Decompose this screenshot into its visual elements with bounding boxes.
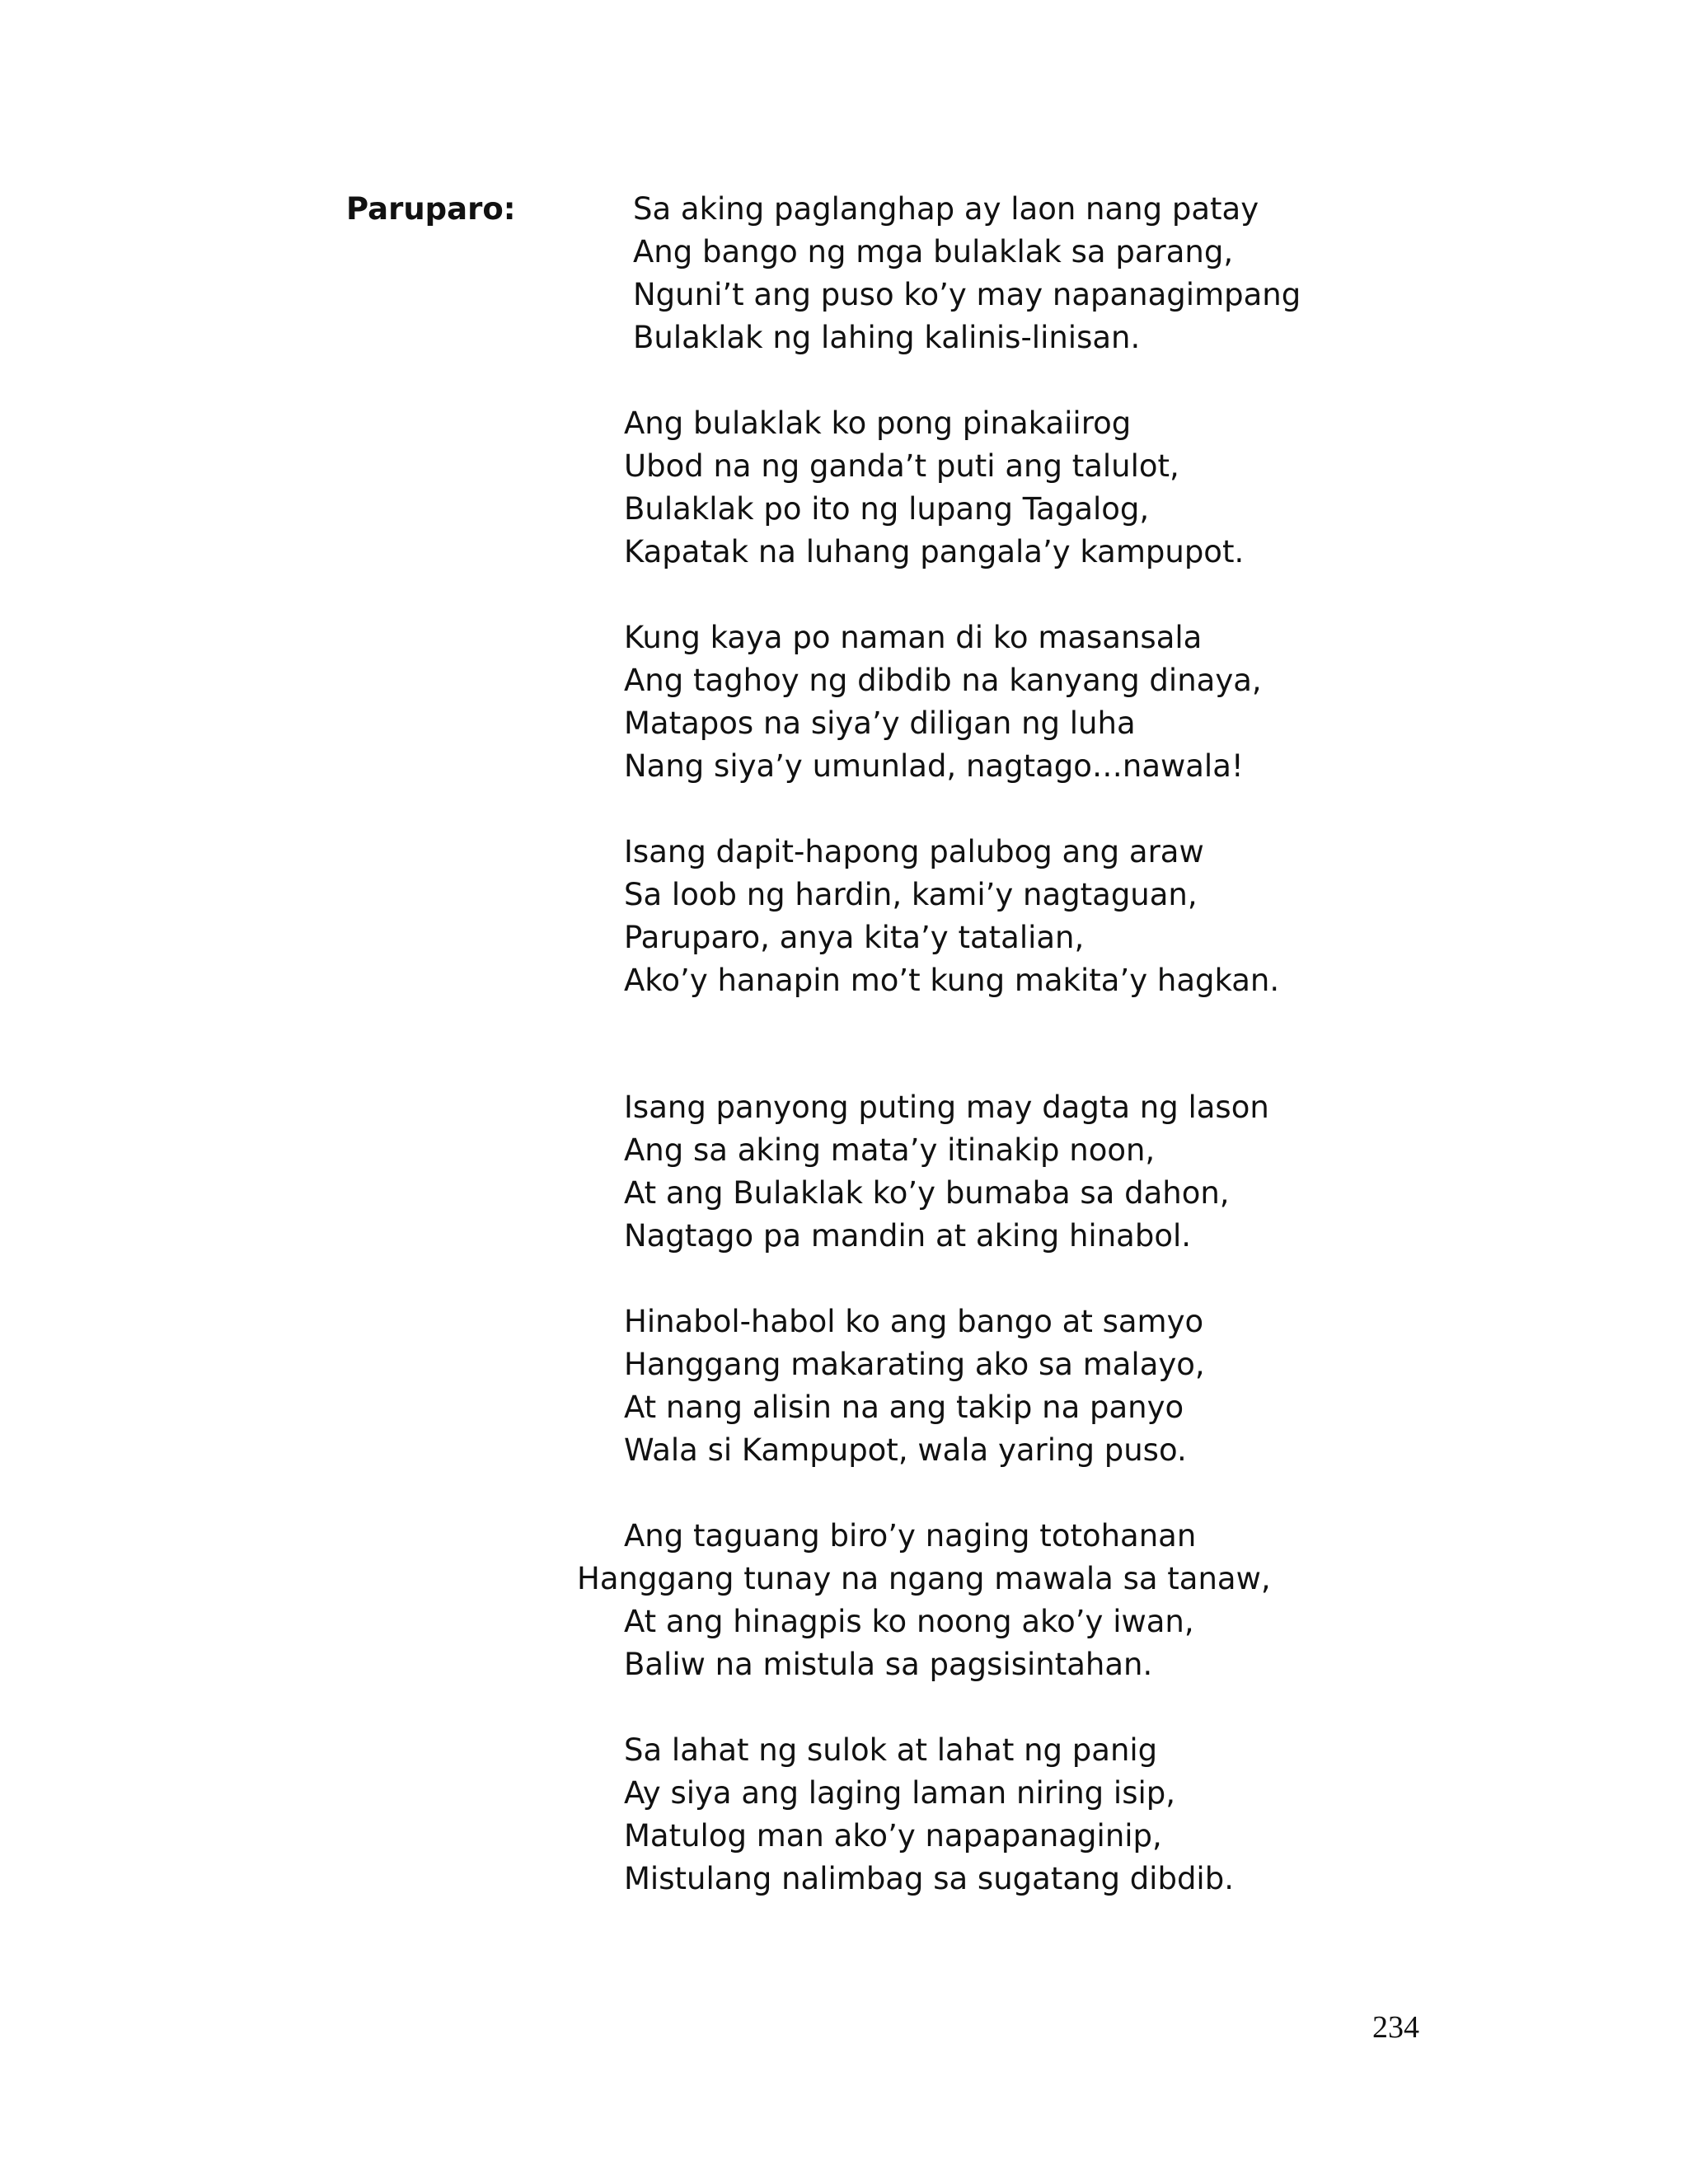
poem-line: Kapatak na luhang pangala’y kampupot. (624, 534, 1245, 569)
poem-line: Hanggang tunay na ngang mawala sa tanaw, (577, 1561, 1271, 1596)
poem-line: Wala si Kampupot, wala yaring puso. (624, 1432, 1187, 1468)
poem-line: Sa aking paglanghap ay laon nang patay (633, 191, 1259, 227)
poem-line: At ang Bulaklak ko’y bumaba sa dahon, (624, 1175, 1230, 1211)
poem-line: Nguni’t ang puso ko’y may napanagimpang (633, 277, 1301, 312)
poem-line: Ang sa aking mata’y itinakip noon, (624, 1132, 1156, 1168)
poem-line: Ubod na ng ganda’t puti ang talulot, (624, 448, 1179, 484)
poem-line: Ang bulaklak ko pong pinakaiirog (624, 405, 1132, 441)
poem-line: Bulaklak po ito ng lupang Tagalog, (624, 491, 1150, 527)
poem-line: Baliw na mistula sa pagsisintahan. (624, 1647, 1153, 1682)
poem-line: Isang dapit-hapong palubog ang araw (624, 834, 1204, 869)
poem-line: Nagtago pa mandin at aking hinabol. (624, 1218, 1192, 1254)
poem-line: Ang bango ng mga bulaklak sa parang, (633, 234, 1234, 269)
speaker-label: Paruparo: (346, 191, 516, 227)
poem-line: Paruparo, anya kita’y tatalian, (624, 920, 1085, 955)
poem-line: Mistulang nalimbag sa sugatang dibdib. (624, 1861, 1234, 1896)
poem-line: Matapos na siya’y diligan ng luha (624, 705, 1136, 741)
poem-line: Sa lahat ng sulok at lahat ng panig (624, 1732, 1158, 1768)
poem-line: Ako’y hanapin mo’t kung makita’y hagkan. (624, 963, 1280, 998)
poem-line: Ang taguang biro’y naging totohanan (624, 1518, 1197, 1554)
page-number: 234 (1372, 2010, 1419, 2045)
poem-line: At ang hinagpis ko noong ako’y iwan, (624, 1604, 1194, 1639)
poem-line: Isang panyong puting may dagta ng lason (624, 1090, 1269, 1125)
poem-line: At nang alisin na ang takip na panyo (624, 1390, 1184, 1425)
poem-line: Nang siya’y umunlad, nagtago…nawala! (624, 748, 1244, 784)
poem-line: Ay siya ang laging laman niring isip, (624, 1775, 1176, 1811)
poem-line: Kung kaya po naman di ko masansala (624, 620, 1203, 655)
poem-line: Hanggang makarating ako sa malayo, (624, 1347, 1205, 1382)
poem-line: Hinabol-habol ko ang bango at samyo (624, 1304, 1204, 1339)
poem-line: Sa loob ng hardin, kami’y nagtaguan, (624, 877, 1198, 912)
poem-line: Bulaklak ng lahing kalinis-linisan. (633, 320, 1141, 355)
poem-line: Matulog man ako’y napapanaginip, (624, 1818, 1162, 1854)
poem-line: Ang taghoy ng dibdib na kanyang dinaya, (624, 663, 1262, 698)
